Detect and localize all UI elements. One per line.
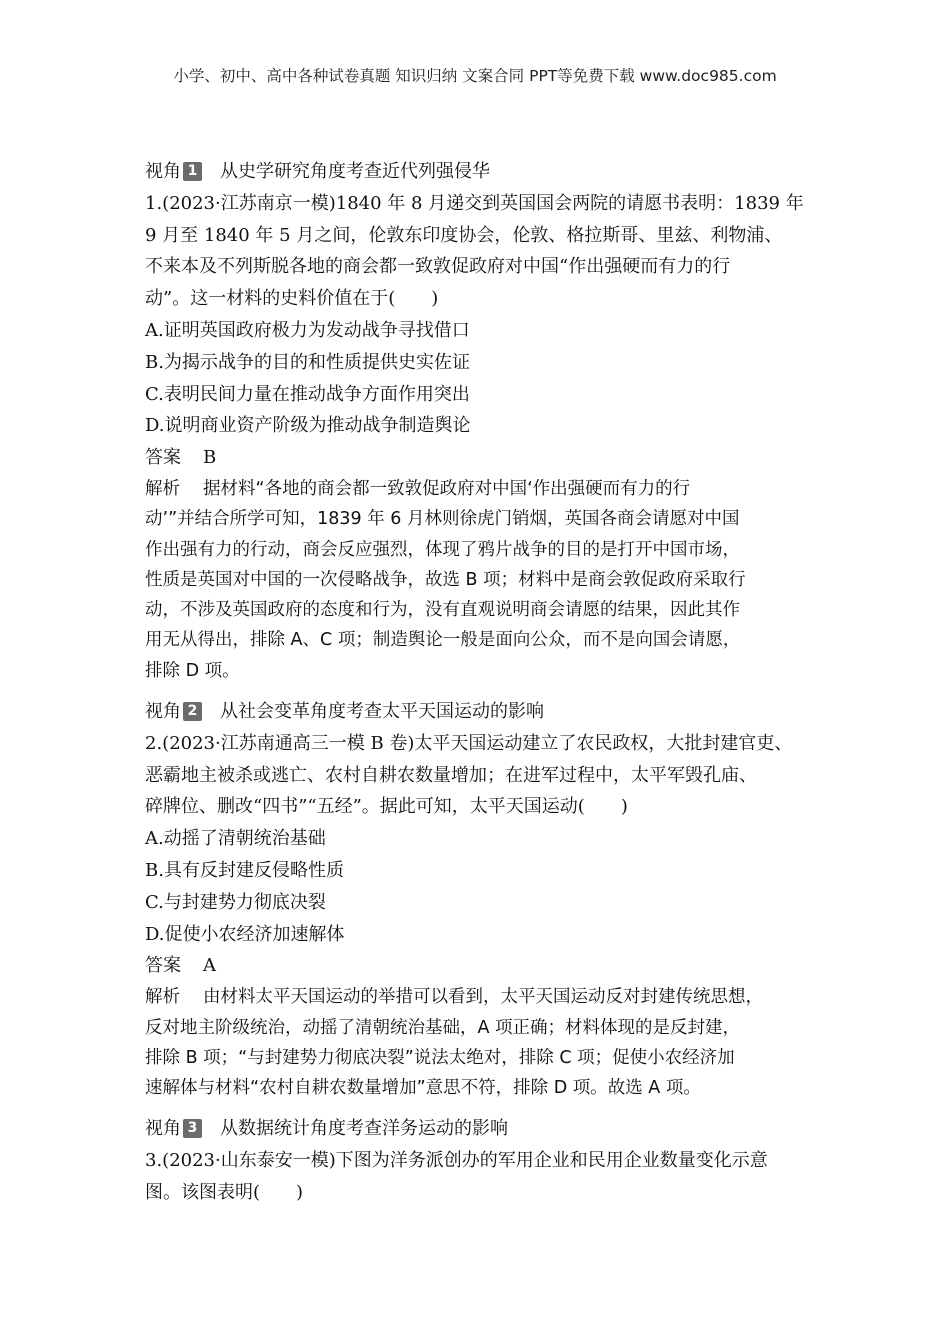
analysis-block [145, 474, 825, 686]
option-a: A.证明英国政府极力为发动战争寻找借口 [145, 319, 470, 341]
option-b: B.为揭示战争的目的和性质提供史实佐证 [145, 351, 470, 373]
number-badge-icon: 1 [183, 162, 202, 181]
option-d: D.促使小农经济加速解体 [145, 923, 345, 945]
analysis-line: 作出强有力的行动，商会反应强烈，体现了鸦片战争的目的是打开中国市场， [145, 539, 740, 560]
analysis-block [145, 982, 825, 1103]
analysis-line: 用无从得出，排除 A、C 项；制造舆论一般是面向公众，而不是向国会请愿， [145, 630, 741, 651]
analysis-line: 性质是英国对中国的一次侵略战争，故选 B 项；材料中是商会敦促政府采取行 [145, 569, 746, 590]
section-title [145, 156, 825, 188]
question-line: 不来本及不列斯脱各地的商会都一致敦促政府对中国“作出强硬而有力的行 [145, 256, 731, 278]
number-badge-icon: 2 [183, 702, 202, 721]
question-line: 图。该图表明( ) [145, 1182, 304, 1203]
option-c: C.与封建势力彻底决裂 [145, 891, 326, 913]
question-line: 3.(2023·山东泰安一模)下图为洋务派创办的军用企业和民用企业数量变化示意 [145, 1150, 768, 1172]
question-line: 1.(2023·江苏南京一模)1840 年 8 月递交到英国国会两院的请愿书表明：1839 年 [145, 192, 804, 214]
analysis-line [145, 474, 825, 504]
analysis-line: 排除 D 项。 [145, 660, 240, 681]
answer-line [145, 442, 825, 474]
analysis-text: 据材料“各地的商会都一致敦促政府对中国‘作出强硬而有力的行 [203, 478, 691, 499]
analysis-line: 排除 B 项；“与封建势力彻底决裂”说法太绝对，排除 C 项；促使小农经济加 [145, 1047, 735, 1068]
section-heading: 从社会变革角度考查太平天国运动的影响 [220, 701, 544, 723]
perspective-label: 视角 [145, 1118, 181, 1140]
document-body [145, 150, 825, 1209]
analysis-line: 动，不涉及英国政府的态度和行为，没有直观说明商会请愿的结果，因此其作 [145, 600, 740, 621]
analysis-line: 动’”并结合所学可知，1839 年 6 月林则徐虎门销烟，英国各商会请愿对中国 [145, 509, 740, 530]
answer-label: 答案 [145, 447, 181, 469]
answer-label: 答案 [145, 955, 181, 977]
section-heading: 从数据统计角度考查洋务运动的影响 [220, 1118, 508, 1140]
section-title [145, 696, 825, 728]
perspective-label: 视角 [145, 701, 181, 723]
answer-line [145, 950, 825, 982]
analysis-text: 由材料太平天国运动的举措可以看到，太平天国运动反对封建传统思想， [203, 987, 763, 1008]
page-header: 小学、初中、高中各种试卷真题 知识归纳 文案合同 PPT等免费下载 www.doc985.com [173, 67, 777, 85]
section-heading: 从史学研究角度考查近代列强侵华 [220, 161, 490, 182]
option-b: B.具有反封建反侵略性质 [145, 860, 344, 882]
answer-value: B [203, 447, 217, 469]
option-d: D.说明商业资产阶级为推动战争制造舆论 [145, 415, 471, 437]
perspective-label: 视角 [145, 161, 181, 182]
analysis-line [145, 982, 825, 1012]
question-line: 2.(2023·江苏南通高三一模 B 卷)太平天国运动建立了农民政权，大批封建官吏、 [145, 732, 793, 754]
question-line: 动”。这一材料的史料价值在于( ) [145, 288, 439, 310]
option-c: C.表明民间力量在推动战争方面作用突出 [145, 383, 470, 405]
section-1 [145, 156, 825, 686]
number-badge-icon: 3 [183, 1119, 202, 1138]
analysis-label: 解析 [145, 478, 180, 499]
section-title [145, 1113, 825, 1145]
analysis-label: 解析 [145, 987, 180, 1008]
section-3 [145, 1113, 825, 1208]
analysis-line: 反对地主阶级统治，动摇了清朝统治基础，A 项正确；材料体现的是反封建， [145, 1017, 741, 1038]
section-2 [145, 696, 825, 1103]
answer-value: A [203, 955, 216, 977]
analysis-line: 速解体与材料“农村自耕农数量增加”意思不符，排除 D 项。故选 A 项。 [145, 1078, 701, 1099]
question-line: 恶霸地主被杀或逃亡、农村自耕农数量增加；在进军过程中，太平军毁孔庙、 [145, 764, 757, 786]
question-line: 碎牌位、删改“四书”“五经”。据此可知，太平天国运动( ) [145, 796, 628, 818]
option-a: A.动摇了清朝统治基础 [145, 828, 326, 850]
question-line: 9 月至 1840 年 5 月之间，伦敦东印度协会，伦敦、格拉斯哥、里兹、利物浦、 [145, 224, 783, 246]
